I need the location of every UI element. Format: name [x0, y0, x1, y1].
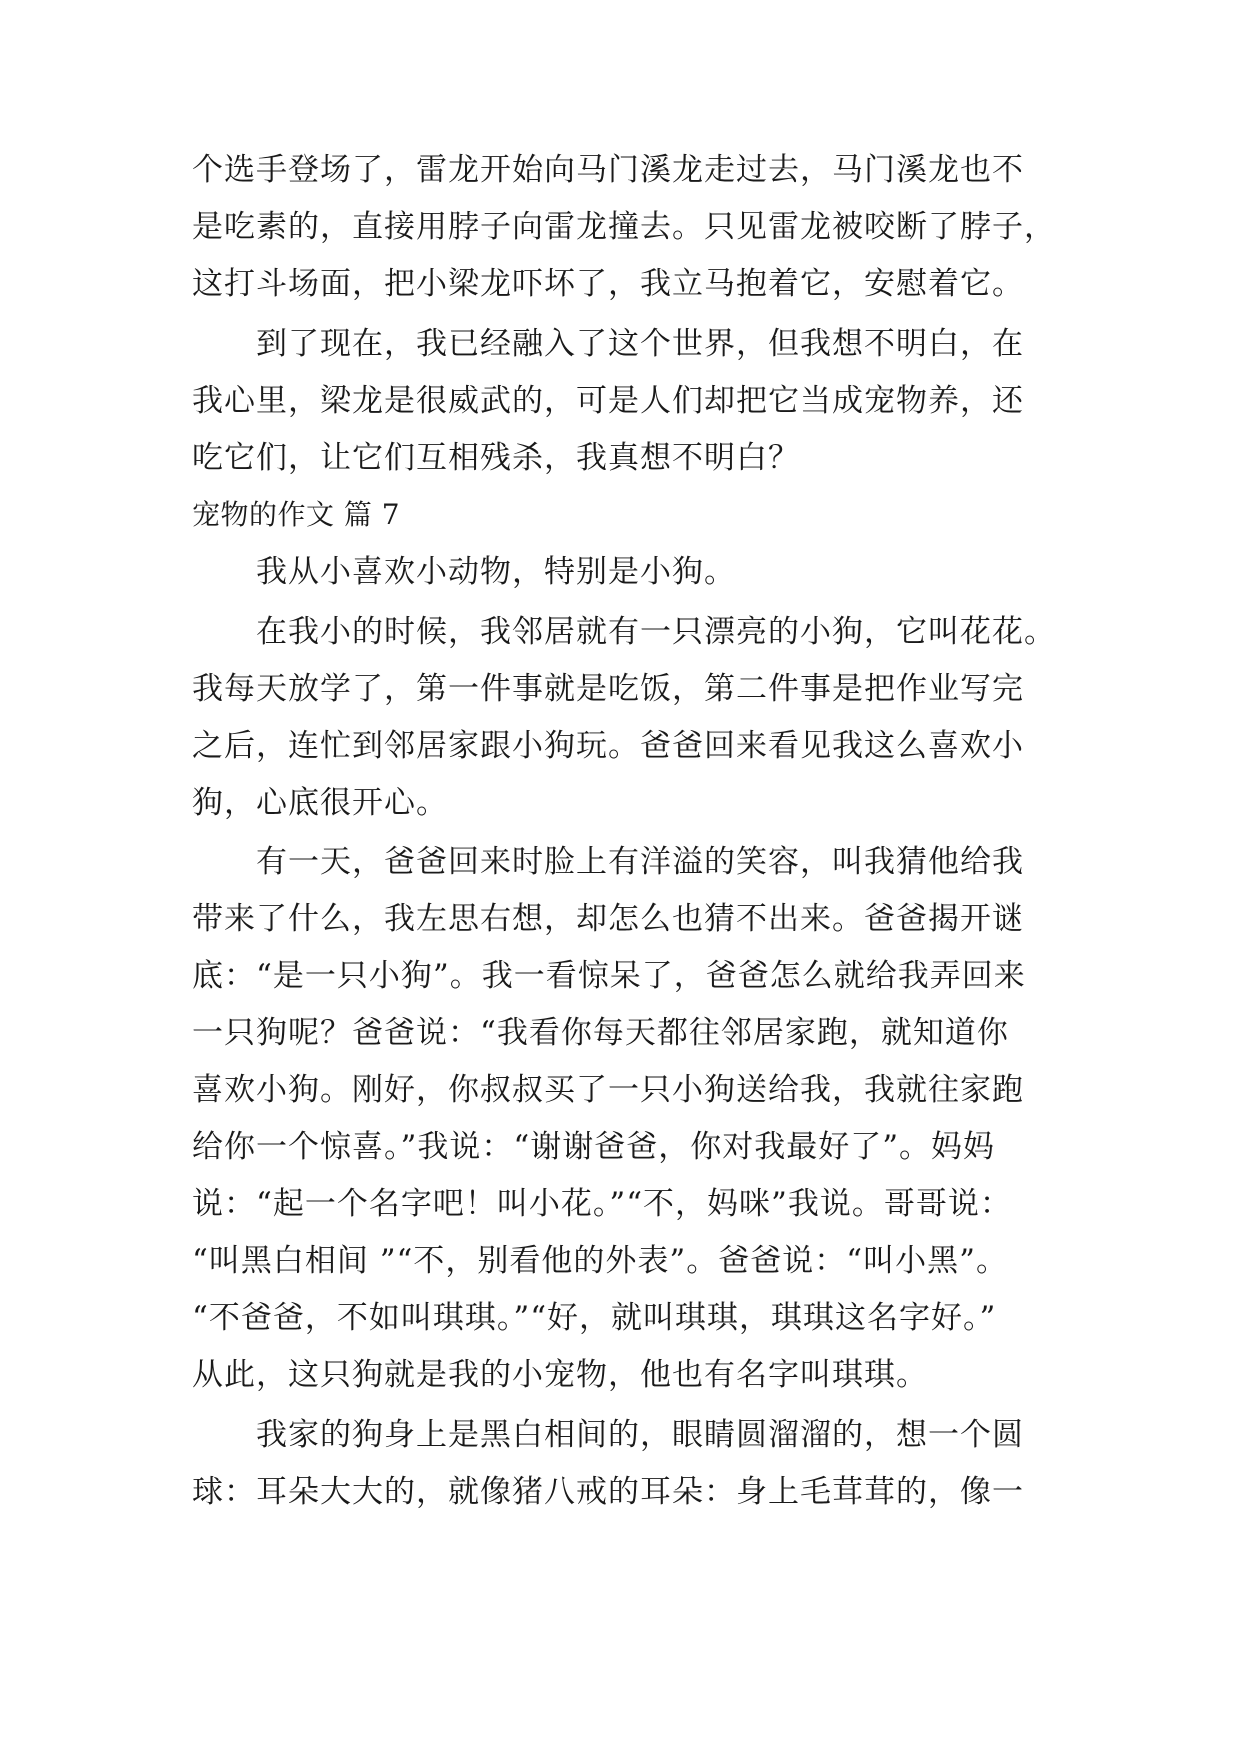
paragraph-line: 给你一个惊喜。”我说：“谢谢爸爸，你对我最好了”。妈妈 — [192, 1129, 996, 1165]
paragraph-line: 一只狗呢？爸爸说：“我看你每天都往邻居家跑，就知道你 — [192, 1015, 1009, 1051]
paragraph-line: 从此，这只狗就是我的小宠物，他也有名字叫琪琪。 — [192, 1357, 928, 1393]
paragraph-line: 我心里，梁龙是很威武的，可是人们却把它当成宠物养，还 — [192, 383, 1024, 419]
paragraph-first-line: 我从小喜欢小动物，特别是小狗。 — [256, 554, 736, 590]
paragraph-line: 喜欢小狗。刚好，你叔叔买了一只小狗送给我，我就往家跑 — [192, 1072, 1024, 1108]
paragraph-line: 我每天放学了，第一件事就是吃饭，第二件事是把作业写完 — [192, 671, 1024, 707]
paragraph-line: 狗，心底很开心。 — [192, 785, 448, 821]
paragraph-line: “不爸爸，不如叫琪琪。”“好，就叫琪琪，琪琪这名字好。” — [192, 1300, 997, 1336]
paragraph-first-line: 到了现在，我已经融入了这个世界，但我想不明白，在 — [256, 326, 1024, 362]
paragraph-line: 球：耳朵大大的，就像猪八戒的耳朵：身上毛茸茸的，像一 — [192, 1474, 1024, 1510]
paragraph-first-line: 我家的狗身上是黑白相间的，眼睛圆溜溜的，想一个圆 — [256, 1417, 1024, 1453]
paragraph-line: 个选手登场了，雷龙开始向马门溪龙走过去，马门溪龙也不 — [192, 152, 1024, 188]
paragraph-line: 吃它们，让它们互相残杀，我真想不明白？ — [192, 440, 800, 476]
paragraph-first-line: 在我小的时候，我邻居就有一只漂亮的小狗，它叫花花。 — [256, 614, 1056, 650]
paragraph-line: 带来了什么，我左思右想，却怎么也猜不出来。爸爸揭开谜 — [192, 901, 1024, 937]
paragraph-line: 这打斗场面，把小梁龙吓坏了，我立马抱着它，安慰着它。 — [192, 266, 1024, 302]
section-heading: 宠物的作文 篇 7 — [192, 498, 401, 531]
paragraph-line: 底：“是一只小狗”。我一看惊呆了，爸爸怎么就给我弄回来 — [192, 958, 1026, 994]
paragraph-first-line: 有一天，爸爸回来时脸上有洋溢的笑容，叫我猜他给我 — [256, 844, 1024, 880]
paragraph-line: 之后，连忙到邻居家跟小狗玩。爸爸回来看见我这么喜欢小 — [192, 728, 1024, 764]
paragraph-line: 说：“起一个名字吧！叫小花。”“不，妈咪”我说。哥哥说： — [192, 1186, 1012, 1222]
paragraph-line: 是吃素的，直接用脖子向雷龙撞去。只见雷龙被咬断了脖子， — [192, 209, 1056, 245]
paragraph-line: “叫黑白相间 ”“不，别看他的外表”。爸爸说：“叫小黑”。 — [192, 1243, 1008, 1279]
